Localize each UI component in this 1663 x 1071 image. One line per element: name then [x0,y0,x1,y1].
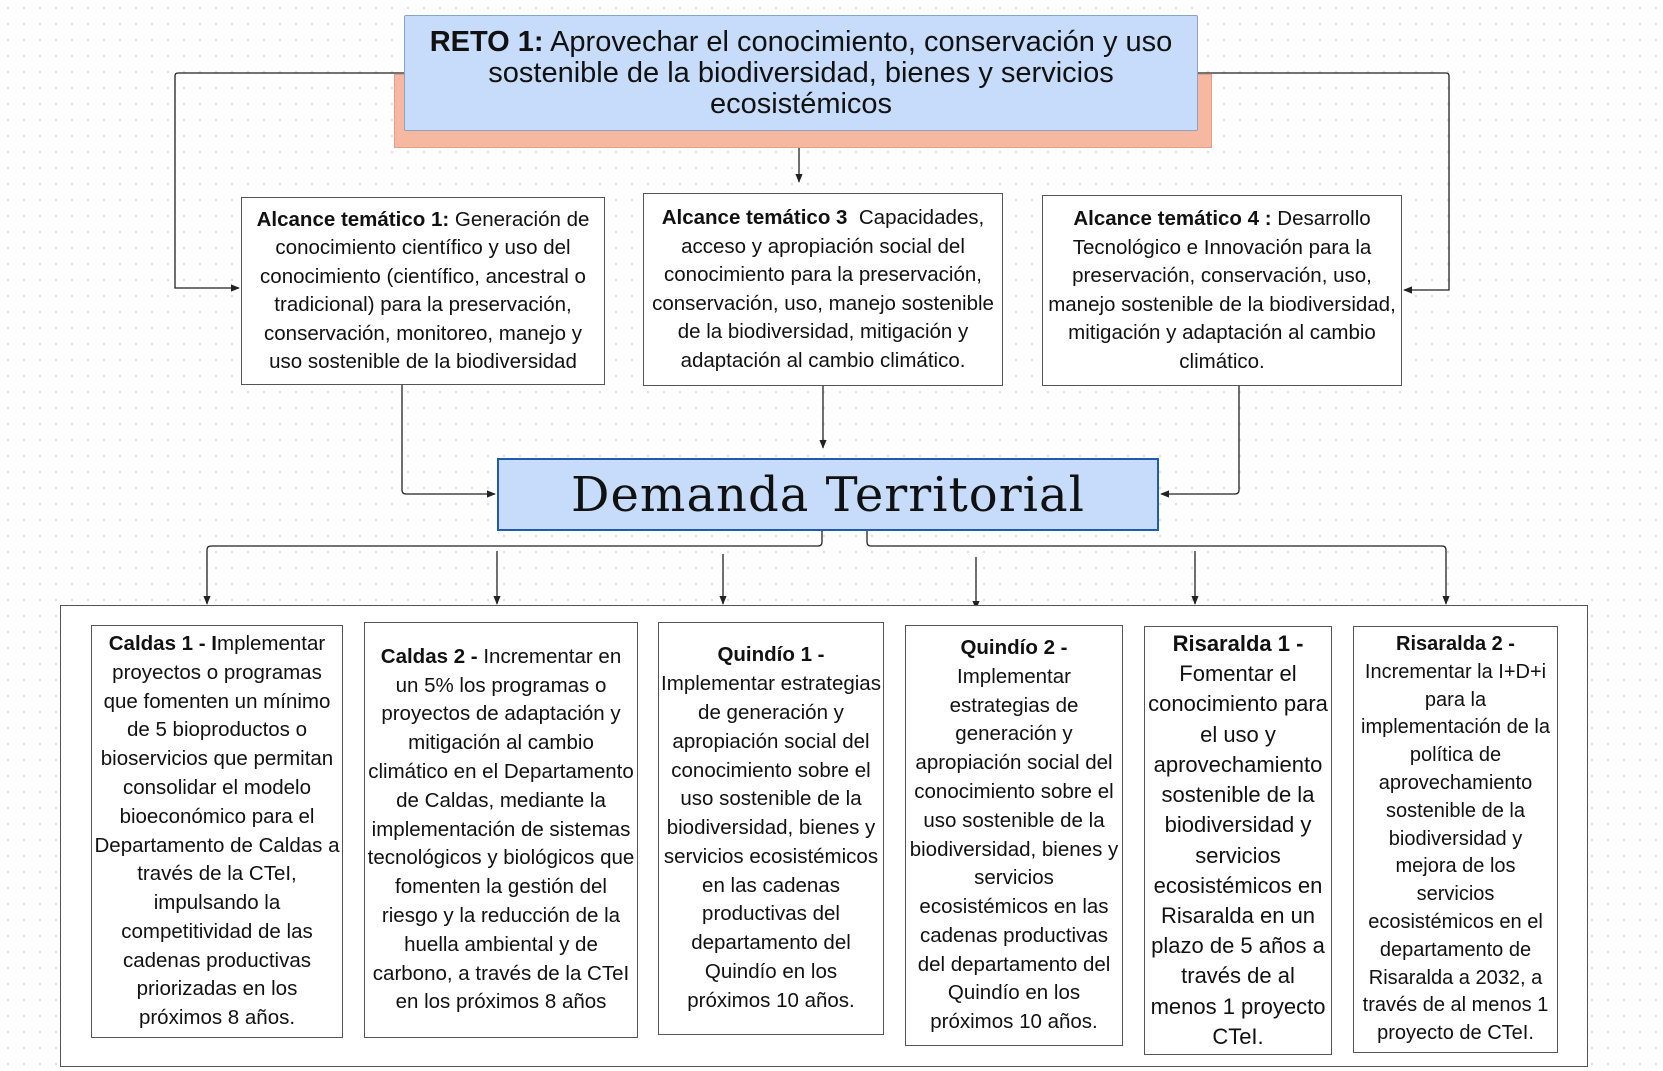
meta-box-quindio-2 [905,625,1123,1046]
alcance-label: Alcance temático 1: [256,207,450,231]
meta-text: Incrementar la I+D+i para la implementación de la política de aprovechamiento sostenible de la biodiversidad y mejora de los servicios ecosistémicos en el departamento de Risaralda a 2032, a través de al menos 1 proyecto de CTeI. [1361,660,1550,1045]
meta-box-risaralda-2 [1353,626,1558,1053]
meta-box-caldas-2 [364,622,638,1038]
meta-label: Quindío 2 - [960,635,1068,659]
alcance-box-4 [1042,195,1402,386]
meta-label: Caldas 2 - [380,644,478,668]
alcance-box-3 [643,193,1003,386]
alcance-label: Alcance temático 3 [661,206,848,229]
demanda-title: Demanda Territorial [571,466,1085,523]
meta-label: Quindío 1 - [717,643,825,667]
meta-text: mplementar proyectos o programas que fomenten un mínimo de 5 bioproductos o bioservicios que permitan consolidar el modelo bioeconómico para el Departamento de Caldas a través de la CTeI, impulsando la competitividad de las cadenas productivas priorizadas en los próximos 8 años. [94,631,340,1030]
connector-demanda-left-bus [207,531,822,604]
reto-label: RETO 1: [429,25,544,58]
meta-box-risaralda-1 [1144,626,1332,1055]
meta-text: Incrementar en un 5% los programas o proyectos de adaptación y mitigación al cambio climático en el Departamento de Caldas, mediante la implementación de sistemas tecnológicos y biológicos que fomenten la gestión del riesgo y la reducción de la huella ambiental y de carbono, a través de la CTeI en los próximos 8 años [367,644,635,1014]
meta-label: Caldas 1 - I [108,631,217,655]
alcance-box-1 [241,197,605,385]
connector-alcance4-demanda [1161,386,1239,494]
alcance-text: Generación de conocimiento científico y uso del conocimiento (científico, ancestral o tradicional) para la preservación, conservación, monitoreo, manejo y uso sostenible de la biodiversidad [260,207,590,373]
meta-text: Implementar estrategias de generación y apropiación social del conocimiento sobre el uso sostenible de la biodiversidad, bienes y servicios ecosistémicos en las cadenas productivas del departamento del Quindío en los próximos 10 años. [909,664,1119,1034]
meta-label: Risaralda 2 - [1396,633,1515,656]
reto-text: Aprovechar el conocimiento, conservación y uso sostenible de la biodiversidad, bienes y servicios ecosistémicos [488,25,1173,120]
meta-text: Fomentar el conocimiento para el uso y aprovechamiento sostenible de la biodiversidad y servicios ecosistémicos en Risaralda en un plazo de 5 años a través de al menos 1 proyecto CTeI. [1148,661,1328,1049]
meta-box-quindio-1 [658,622,884,1035]
meta-label: Risaralda 1 - [1172,631,1304,657]
connector-alcance1-demanda [402,385,495,494]
meta-box-caldas-1 [91,625,343,1038]
connector-demanda-right-bus [867,531,1446,604]
reto-box [404,15,1198,131]
demanda-territorial-box [497,458,1159,531]
alcance-text: Desarrollo Tecnológico e Innovación para la preservación, conservación, uso, manejo sostenible de la biodiversidad, mitigación y adaptación al cambio climático. [1048,207,1396,373]
alcance-label: Alcance temático 4 : [1073,207,1272,230]
alcance-text: Capacidades, acceso y apropiación social del conocimiento para la preservación, conservación, uso, manejo sostenible de la biodiversidad, mitigación y adaptación al cambio climático. [652,206,994,372]
meta-text: Implementar estrategias de generación y apropiación social del conocimiento sobre el uso sostenible de la biodiversidad, bienes y servicios ecosistémicos en las cadenas productivas del departamento del Quindío en los próximos 10 años. [661,672,881,1012]
